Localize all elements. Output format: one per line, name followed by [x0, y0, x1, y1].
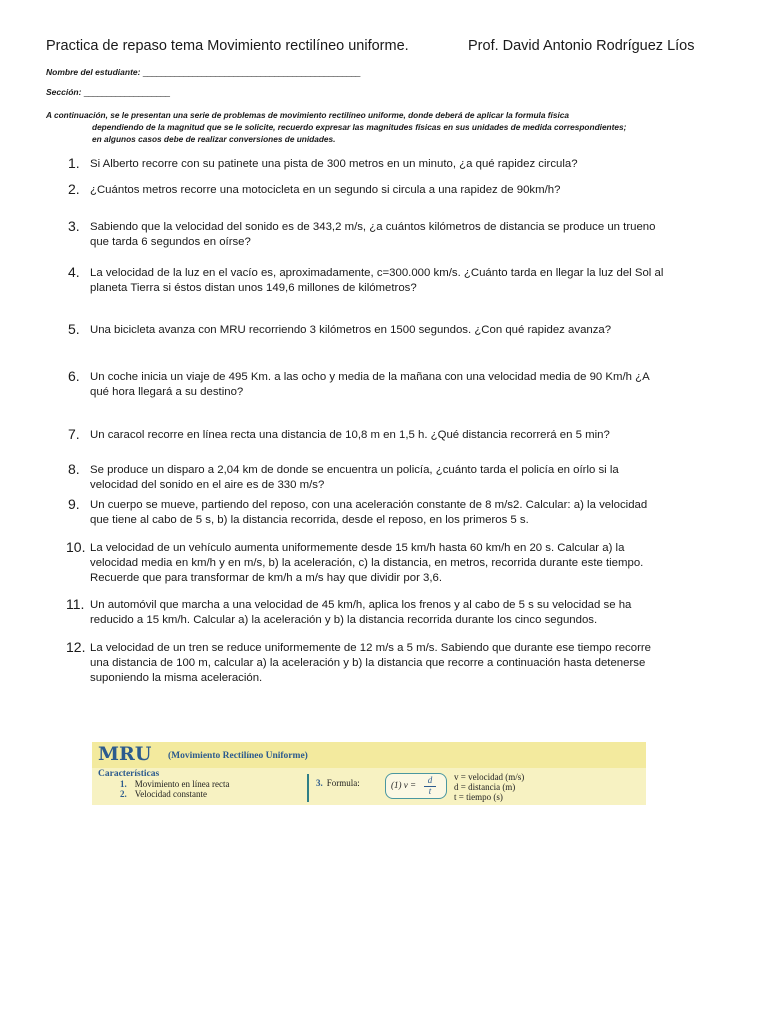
definition-v: v = velocidad (m/s) [454, 772, 525, 782]
question-text-line: Un coche inicia un viaje de 495 Km. a las ocho y media de la mañana con una velocidad media de 90 Km/h ¿A [90, 371, 650, 383]
item-text: Movimiento en línea recta [134, 779, 230, 789]
question-7 [68, 426, 730, 443]
question-text-line: Se produce un disparo a 2,04 km de donde se encuentra un policía, ¿cuánto tarda el policía en oírlo si la [90, 464, 619, 476]
question-text-line: La velocidad de un tren se reduce uniformemente de 12 m/s a 5 m/s. Sabiendo que durante ese tiempo recorre [90, 642, 652, 654]
instructions [46, 109, 726, 146]
student-name-line: ________________________________________________ [142, 67, 361, 77]
question-text-line: Recuerde que para transformar de km/h a m/s hay que dividir por 3,6. [90, 571, 443, 584]
variable-definitions [454, 772, 524, 802]
question-text-line: planeta Tierra si éstos distan unos 149,6 millones de kilómetros? [90, 281, 417, 294]
question-number: 12. [66, 639, 86, 655]
question-text-line: Una bicicleta avanza con MRU recorriendo 3 kilómetros en 1500 segundos. ¿Con qué rapidez avanza? [90, 324, 612, 336]
question-text-line: una distancia de 100 m, calcular a) la aceleración y b) la distancia que recorre a continuación hasta detenerse [90, 656, 646, 669]
question-number: 1. [68, 155, 80, 171]
question-text-line: Un caracol recorre en línea recta una distancia de 10,8 m en 1,5 h. ¿Qué distancia recorrerá en 5 min? [90, 429, 610, 441]
question-number: 5. [68, 321, 80, 337]
formula-fraction [424, 776, 436, 796]
mru-summary-box [92, 742, 646, 805]
student-name-field [46, 67, 360, 77]
mru-subtitle: (Movimiento Rectilíneo Uniforme) [168, 751, 308, 761]
definition-t: t = tiempo (s) [454, 792, 503, 802]
question-text-line: Un automóvil que marcha a una velocidad de 45 km/h, aplica los frenos y al cabo de 5 s su velocidad se ha [90, 599, 632, 611]
fraction-numerator: d [427, 775, 433, 785]
question-text-line: que tarda 6 segundos en oírse? [90, 235, 251, 248]
question-number: 6. [68, 368, 80, 384]
question-10 [66, 539, 730, 585]
question-text-line: ¿Cuántos metros recorre una motocicleta en un segundo si circula a una rapidez de 90km/h? [90, 184, 561, 196]
question-text-line: Un cuerpo se mueve, partiendo del reposo, con una aceleración constante de 8 m/s2. Calcular: a) la velocidad [90, 499, 648, 511]
question-text-line: velocidad media en km/h y en m/s, b) la aceleración, c) la distancia, en metros, recorrida durante este tiempo. [90, 556, 644, 569]
question-8 [68, 461, 730, 493]
question-number: 8. [68, 461, 80, 477]
question-6 [68, 368, 730, 400]
instructions-line-2: dependiendo de la magnitud que se le solicite, recuerdo expresar las magnitudes físicas en sus unidades de medida correspondientes; [92, 122, 627, 133]
divider [307, 774, 309, 802]
formula-lhs: (1) v = [391, 780, 417, 790]
item-number: 2. [120, 789, 127, 799]
question-12 [66, 639, 730, 685]
fraction-denominator: t [428, 786, 432, 796]
question-2 [68, 181, 730, 198]
question-number: 4. [68, 264, 80, 280]
question-text-line: La velocidad de un vehículo aumenta uniformemente desde 15 km/h hasta 60 km/h en 20 s. Calcular a) la [90, 542, 625, 554]
question-text-line: velocidad del sonido en el aire es de 330 m/s? [90, 478, 325, 491]
question-number: 10. [66, 539, 86, 555]
question-text-line: La velocidad de la luz en el vacío es, aproximadamente, c=300.000 km/s. ¿Cuánto tarda en llegar la luz del Sol al [90, 267, 664, 279]
question-text-line: qué hora llegará a su destino? [90, 385, 244, 398]
question-number: 2. [68, 181, 80, 197]
question-text-line: Sabiendo que la velocidad del sonido es de 343,2 m/s, ¿a cuántos kilómetros de distancia se produce un trueno [90, 221, 656, 233]
characteristic-item-2 [120, 789, 207, 799]
question-4 [68, 264, 730, 296]
section-field [46, 87, 170, 97]
definition-d: d = distancia (m) [454, 782, 516, 792]
question-text-line: que tiene al cabo de 5 s, b) la distancia recorrida, desde el reposo, en los primeros 5 s. [90, 513, 529, 526]
characteristic-item-1 [120, 779, 229, 789]
formula-label: 3. Formula: [316, 778, 360, 788]
section-line: ___________________ [83, 87, 170, 97]
question-number: 11. [66, 596, 85, 612]
question-number: 7. [68, 426, 80, 442]
mru-title: MRU [98, 743, 152, 765]
instructions-line-3: en algunos casos debe de realizar conversiones de unidades. [92, 134, 336, 145]
section-label: Sección: [46, 87, 82, 97]
student-name-label: Nombre del estudiante: [46, 67, 141, 77]
question-number: 9. [68, 496, 80, 512]
characteristics-label: Características [98, 769, 160, 779]
formula-box [385, 773, 447, 799]
question-9 [68, 496, 730, 528]
item-text: Velocidad constante [134, 789, 207, 799]
question-1 [68, 155, 730, 172]
item-number: 1. [120, 779, 127, 789]
document-title: Practica de repaso tema Movimiento rectilíneo uniforme. [46, 38, 409, 54]
instructions-line-1: A continuación, se le presentan una serie de problemas de movimiento rectilíneo uniforme, donde deberá de aplicar la formula física [46, 110, 569, 120]
item-number: 3. [316, 778, 323, 788]
question-5 [68, 321, 730, 338]
question-text-line: suponiendo la misma aceleración. [90, 671, 263, 684]
question-11 [66, 596, 730, 628]
question-text-line: reducido a 15 km/h. Calcular a) la aceleración y b) la distancia recorrida durante los cinco segundos. [90, 613, 598, 626]
professor-name: Prof. David Antonio Rodríguez Líos [468, 38, 695, 54]
question-3 [68, 218, 730, 250]
question-text-line: Si Alberto recorre con su patinete una pista de 300 metros en un minuto, ¿a qué rapidez circula? [90, 158, 578, 170]
question-number: 3. [68, 218, 80, 234]
